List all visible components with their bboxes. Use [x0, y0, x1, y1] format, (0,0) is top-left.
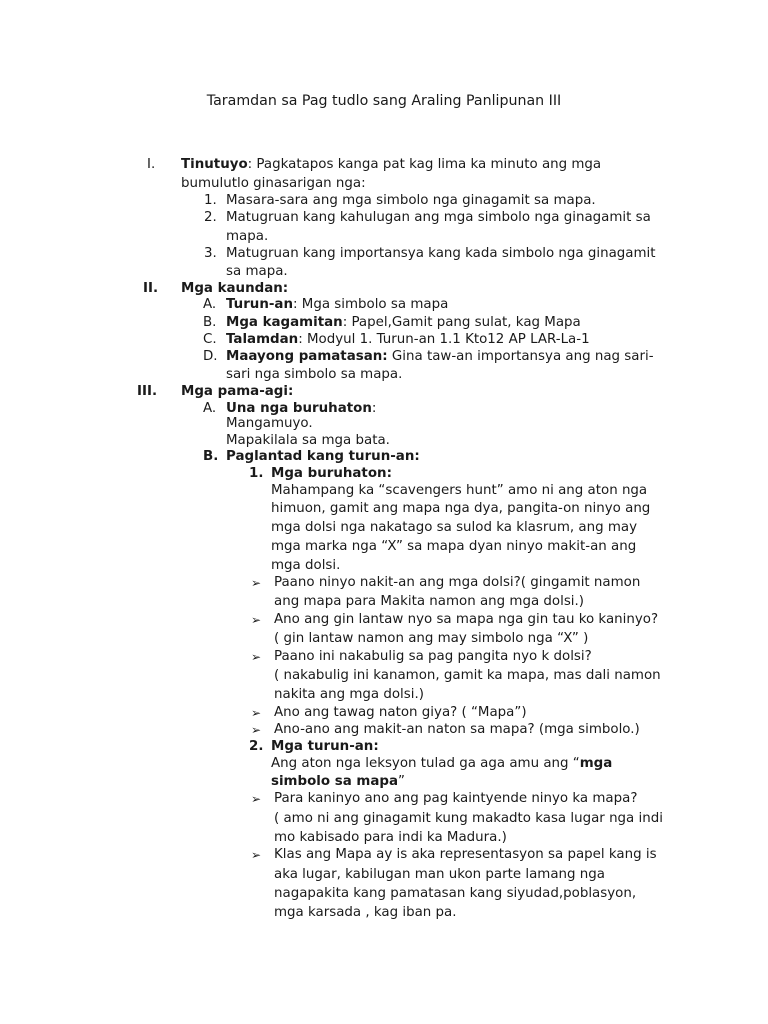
arrow-bullet-icon: ➢: [251, 723, 262, 737]
activity-paragraph-line: himuon, gamit ang mapa nga dya, pangita-on ninyo ang: [271, 501, 651, 516]
page-title: Taramdan sa Pag tudlo sang Araling Panlipunan III: [206, 93, 562, 109]
objective-line: Matugruan kang kahulugan ang mga simbolo nga ginagamit sa: [226, 210, 651, 225]
substep-number: 1.: [249, 466, 264, 481]
section-1-intro-line2: bumulutlo ginasarigan nga:: [181, 176, 366, 191]
activity-paragraph-line: mga dolsi nga nakatago sa sulod ka klasrum, ang may: [271, 520, 638, 535]
content-item-line2: sari nga simbolo sa mapa.: [226, 367, 403, 382]
question-line: aka lugar, kabilugan man ukon parte lamang nga: [274, 867, 605, 882]
question-line: mo kabisado para indi ka Madura.): [274, 830, 507, 845]
objective-line: Matugruan kang importansya kang kada simbolo nga ginagamit: [226, 246, 656, 261]
substep-label: Mga turun-an:: [271, 739, 379, 754]
question-line: Para kaninyo ano ang pag kaintyende ninyo ka mapa?: [274, 791, 638, 806]
section-1-numeral: I.: [147, 157, 156, 172]
lesson-paragraph-line: [271, 773, 405, 790]
section-2-numeral: II.: [143, 281, 159, 296]
arrow-bullet-icon: ➢: [251, 576, 262, 590]
section-1-intro-text: : Pagkatapos kanga pat kag lima ka minuto ang mga: [247, 157, 602, 172]
question-line: nagapakita kang pamatasan kang siyudad,poblasyon,: [274, 886, 637, 901]
arrow-bullet-icon: ➢: [251, 706, 262, 720]
content-item: [226, 314, 581, 331]
question-line: Paano ini nakabulig sa pag pangita nyo k dolsi?: [274, 649, 592, 664]
step-a-colon: :: [371, 401, 377, 416]
step-a-line: Mapakilala sa mga bata.: [226, 433, 390, 448]
objective-number: 1.: [204, 193, 217, 208]
content-item-text: : Modyul 1. Turun-an 1.1 Kto12 AP LAR-La-1: [298, 332, 590, 347]
question-line: ang mapa para Makita namon ang mga dolsi.): [274, 594, 584, 609]
arrow-bullet-icon: ➢: [251, 613, 262, 627]
section-1-heading: Tinutuyo: [181, 157, 248, 172]
objective-number: 2.: [204, 210, 217, 225]
section-1-intro: [181, 156, 601, 173]
question-line: mga karsada , kag iban pa.: [274, 905, 457, 920]
content-letter: A.: [203, 297, 217, 312]
step-letter: B.: [203, 449, 219, 464]
objective-line: Masara-sara ang mga simbolo nga ginagamit sa mapa.: [226, 193, 596, 208]
section-2-heading: Mga kaundan:: [181, 281, 289, 296]
lesson-text: ”: [398, 774, 405, 789]
section-3-numeral: III.: [137, 384, 158, 399]
objective-number: 3.: [204, 246, 217, 261]
activity-paragraph-line: mga dolsi.: [271, 558, 341, 573]
question-line: ( gin lantaw namon ang may simbolo nga “X” ): [274, 631, 589, 646]
step-letter: A.: [203, 401, 217, 416]
content-letter: B.: [203, 315, 217, 330]
step-b-label: Paglantad kang turun-an:: [226, 449, 420, 464]
content-item-label: Turun-an: [226, 297, 293, 312]
activity-paragraph-line: mga marka nga “X” sa mapa dyan ninyo makit-an ang: [271, 539, 637, 554]
lesson-topic-bold: mga: [579, 756, 613, 771]
question-line: ( nakabulig ini kanamon, gamit ka mapa, mas dali namon: [274, 668, 661, 683]
question-line: nakita ang mga dolsi.): [274, 687, 424, 702]
activity-paragraph-line: Mahampang ka “scavengers hunt” amo ni ang aton nga: [271, 483, 648, 498]
objective-line: sa mapa.: [226, 264, 288, 279]
question-line: Klas ang Mapa ay is aka representasyon sa papel kang is: [274, 847, 657, 862]
lesson-paragraph-line: [271, 755, 612, 772]
content-item: [226, 348, 654, 365]
content-letter: D.: [203, 349, 218, 364]
lesson-text: Ang aton nga leksyon tulad ga aga amu ang “: [271, 756, 580, 771]
content-item: [226, 331, 590, 348]
lesson-topic-bold: simbolo sa mapa: [271, 774, 399, 789]
question-line: Ano ang tawag naton giya? ( “Mapa”): [274, 705, 527, 720]
question-line: Paano ninyo nakit-an ang mga dolsi?( gingamit namon: [274, 575, 641, 590]
arrow-bullet-icon: ➢: [251, 848, 262, 862]
step-a-label: Una nga buruhaton: [226, 401, 372, 416]
question-line: ( amo ni ang ginagamit kung makadto kasa lugar nga indi: [274, 811, 663, 826]
substep-number: 2.: [249, 739, 264, 754]
content-letter: C.: [203, 332, 217, 347]
content-item-text: Gina taw-an importansya ang nag sari-: [387, 349, 654, 364]
content-item: [226, 296, 448, 313]
content-item-label: Talamdan: [226, 332, 299, 347]
content-item-label: Maayong pamatasan:: [226, 349, 388, 364]
section-3-heading: Mga pama-agi:: [181, 384, 294, 399]
substep-label: Mga buruhaton:: [271, 466, 392, 481]
objective-line: mapa.: [226, 229, 269, 244]
content-item-text: : Papel,Gamit pang sulat, kag Mapa: [342, 315, 581, 330]
content-item-text: : Mga simbolo sa mapa: [293, 297, 449, 312]
step-a-line: Mangamuyo.: [226, 416, 313, 431]
content-item-label: Mga kagamitan: [226, 315, 343, 330]
question-line: Ano ang gin lantaw nyo sa mapa nga gin tau ko kaninyo?: [274, 612, 659, 627]
arrow-bullet-icon: ➢: [251, 650, 262, 664]
arrow-bullet-icon: ➢: [251, 792, 262, 806]
question-line: Ano-ano ang makit-an naton sa mapa? (mga simbolo.): [274, 722, 640, 737]
